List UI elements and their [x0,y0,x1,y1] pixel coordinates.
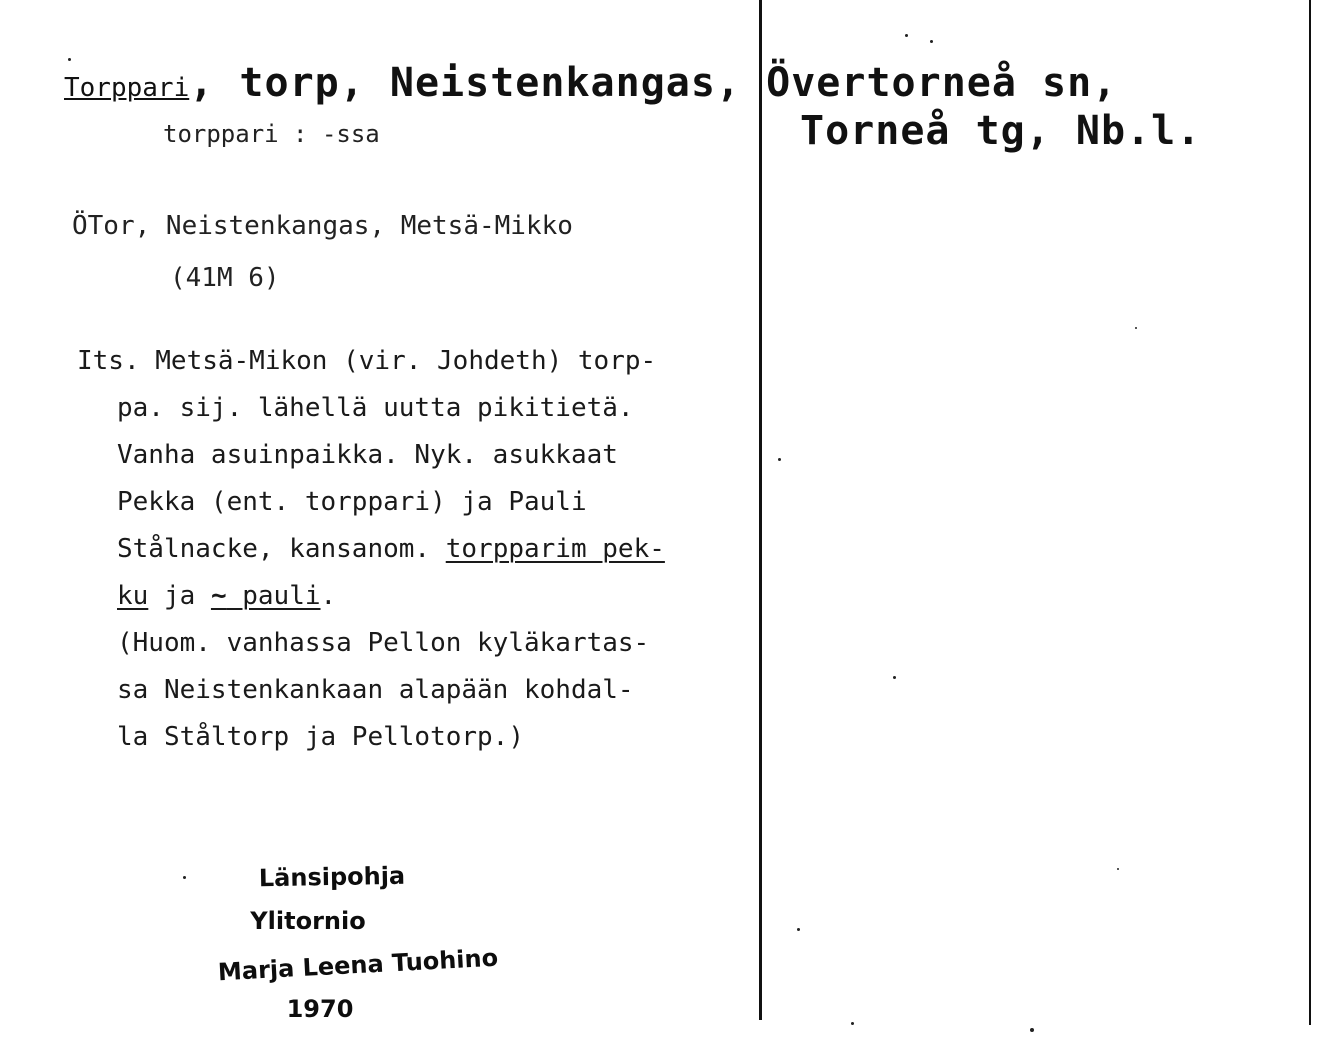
dialect-form-underlined: ku [117,581,149,611]
scan-speck [778,458,781,461]
tilde-mark: ~ [210,581,227,611]
inflection-form: torppari : -ssa [163,120,380,148]
stamp-parish: Ylitornio [250,907,366,935]
description-line [77,573,665,620]
collector-stamp [190,855,550,1031]
dialect-form-underlined: torpparim pek- [445,534,665,564]
headword: Torppari [64,73,190,103]
scan-speck [905,34,908,37]
description-fragment: ja [148,581,211,611]
dialect-form-underlined: pauli [226,581,321,611]
scan-speck [893,676,896,679]
description-text [77,338,665,761]
description-fragment: Stålnacke, kansanom. [117,534,446,564]
scan-speck [851,1022,854,1025]
scan-speck [1117,868,1119,870]
center-divider-line [759,0,762,1020]
scan-speck [930,40,933,43]
scan-speck [1030,1028,1034,1032]
header-line-2: Torneå tg, Nb.l. [800,108,1202,154]
stamp-collector: Marja Leena Tuohino [217,943,499,987]
description-line: Its. Metsä-Mikon (vir. Johdeth) torp- [77,346,657,376]
description-line: Vanha asuinpaikka. Nyk. asukkaat [117,440,618,470]
scan-speck [68,58,71,61]
stamp-year: 1970 [286,995,354,1023]
scan-speck [183,876,186,879]
description-line: sa Neistenkankaan alapään kohdal- [117,675,634,705]
header-line-1 [64,60,1117,106]
source-block [72,200,573,304]
header-location: , torp, Neistenkangas, Övertorneå sn, [189,60,1118,106]
scan-speck [797,928,800,931]
source-line: ÖTor, Neistenkangas, Metsä-Mikko [72,211,573,241]
right-edge-line [1309,0,1311,1025]
stamp-region: Länsipohja [258,861,406,893]
scan-speck [1135,327,1137,329]
description-line: Pekka (ent. torppari) ja Pauli [117,487,587,517]
description-line: la Ståltorp ja Pellotorp.) [117,722,524,752]
source-code: (41M 6) [170,263,280,293]
description-line: pa. sij. lähellä uutta pikitietä. [117,393,634,423]
description-line [77,526,665,573]
description-line: (Huom. vanhassa Pellon kyläkartas- [117,628,650,658]
description-fragment: . [320,581,337,611]
